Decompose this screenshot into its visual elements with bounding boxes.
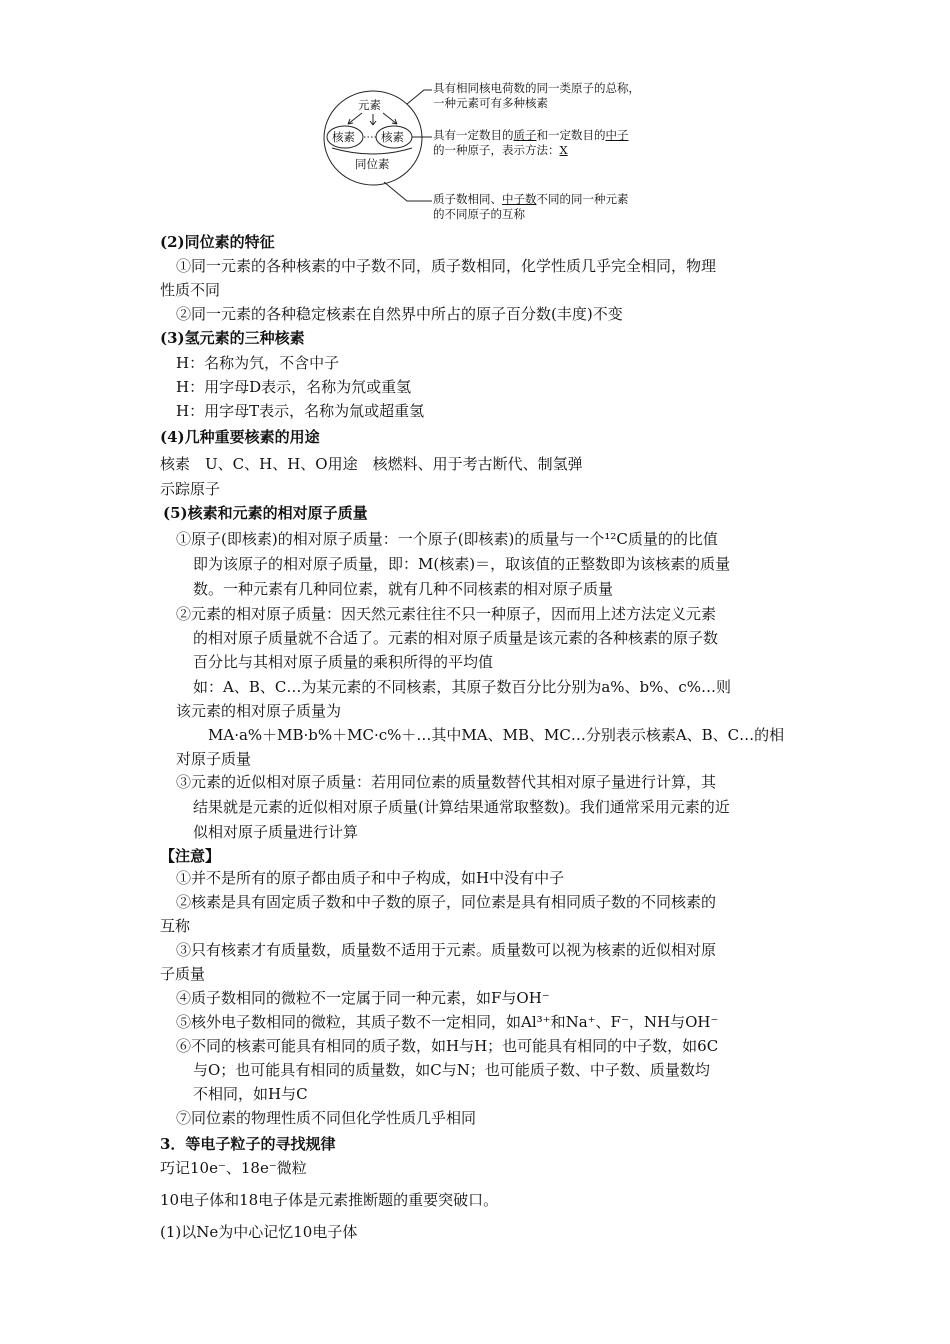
text-line: ③元素的近似相对原子质量：若用同位素的质量数替代其相对原子量进行计算，其 bbox=[176, 773, 717, 791]
text-line: 如：A、B、C…为某元素的不同核素，其原子数百分比分别为a%、b%、c%…则 bbox=[193, 678, 732, 696]
text-line: ②同一元素的各种稳定核素在自然界中所占的原子百分数(丰度)不变 bbox=[176, 305, 623, 323]
element-label: 元素 bbox=[358, 98, 381, 112]
note-nuclide-1b: 质子 bbox=[513, 128, 537, 142]
heading-relative-mass: (5)核素和元素的相对原子质量 bbox=[163, 504, 368, 522]
text-line: H：名称为氕，不含中子 bbox=[176, 354, 340, 372]
text-line: ④质子数相同的微粒不一定属于同一种元素，如F与OH⁻ bbox=[176, 989, 550, 1007]
leader-1 bbox=[407, 90, 432, 104]
text-line: 巧记10e⁻、18e⁻微粒 bbox=[160, 1159, 307, 1177]
note-element-1: 具有相同核电荷数的同一类原子的总称， bbox=[433, 81, 640, 95]
arrow-left bbox=[348, 113, 362, 124]
leader-3 bbox=[384, 182, 432, 201]
text-line: 百分比与其相对原子质量的乘积所得的平均值 bbox=[193, 653, 494, 671]
heading-nuclide-uses: (4)几种重要核素的用途 bbox=[160, 428, 320, 446]
note-nuclide-2a: 的一种原子，表示方法： bbox=[433, 143, 560, 157]
note-isotope-2: 的不同原子的互称 bbox=[433, 207, 525, 221]
note-nuclide-1c: 和一定数目的 bbox=[536, 128, 606, 142]
text-line: 性质不同 bbox=[160, 281, 221, 299]
text-line: ⑤核外电子数相同的微粒，其质子数不一定相同，如Al³⁺和Na⁺、F⁻，NH与OH⁻ bbox=[176, 1013, 719, 1031]
heading-isoelectronic: 3．等电子粒子的寻找规律 bbox=[160, 1135, 336, 1153]
text-line: 示踪原子 bbox=[160, 480, 221, 498]
text-line: ②核素是具有固定质子数和中子数的原子，同位素是具有相同质子数的不同核素的 bbox=[176, 893, 717, 911]
arrow-right bbox=[383, 113, 397, 124]
heading-hydrogen-nuclides: (3)氢元素的三种核素 bbox=[160, 329, 305, 347]
bracket-isotope bbox=[332, 148, 412, 154]
text-line: ⑥不同的核素可能具有相同的质子数，如H与H；也可能具有相同的中子数，如6C bbox=[176, 1037, 719, 1055]
note-isotope-1b: 中子数 bbox=[502, 192, 537, 206]
text-line: 数。一种元素有几种同位素，就有几种不同核素的相对原子质量 bbox=[193, 580, 614, 598]
note-element-2: 一种元素可有多种核素 bbox=[433, 96, 548, 110]
note-nuclide-2b: X bbox=[559, 143, 568, 157]
text-line: ①同一元素的各种核素的中子数不同，质子数相同，化学性质几乎完全相同，物理 bbox=[176, 257, 717, 275]
formula-line: MA·a%＋MB·b%＋MC·c%＋…其中MA、MB、MC…分别表示核素A、B、C…的相 bbox=[208, 726, 785, 744]
note-isotope-1a: 质子数相同、 bbox=[433, 192, 502, 206]
text-line: H：用字母D表示，名称为氘或重氢 bbox=[176, 378, 412, 396]
note-isotope-1c: 不同的同一种元素 bbox=[536, 192, 629, 206]
note-nuclide-1a: 具有一定数目的 bbox=[433, 128, 514, 142]
text-line: 子质量 bbox=[160, 965, 206, 983]
heading-notice: 【注意】 bbox=[160, 847, 221, 865]
nuclide-isotope-diagram bbox=[312, 78, 652, 228]
isotope-label: 同位素 bbox=[355, 157, 390, 171]
note-nuclide-1 bbox=[433, 128, 629, 143]
text-line: ②元素的相对原子质量：因天然元素往往不只一种原子，因而用上述方法定义元素 bbox=[176, 605, 717, 623]
text-line: 互称 bbox=[160, 917, 191, 935]
text-line: 与O；也可能具有相同的质量数，如C与N；也可能质子数、中子数、质量数均 bbox=[193, 1061, 710, 1079]
text-line: 10电子体和18电子体是元素推断题的重要突破口。 bbox=[160, 1191, 499, 1209]
note-nuclide-1d: 中子 bbox=[605, 128, 629, 142]
text-line: 核素 U、C、H、H、O用途 核燃料、用于考古断代、制氢弹 bbox=[160, 455, 583, 473]
note-isotope-1 bbox=[433, 192, 629, 207]
text-line: 的相对原子质量就不合适了。元素的相对原子质量是该元素的各种核素的原子数 bbox=[193, 629, 719, 647]
text-line: 对原子质量 bbox=[176, 750, 252, 768]
text-line: ①原子(即核素)的相对原子质量：一个原子(即核素)的质量与一个¹²C质量的的比值 bbox=[176, 530, 718, 548]
text-line: 似相对原子质量进行计算 bbox=[193, 823, 359, 841]
nuclide-label-left: 核素 bbox=[332, 130, 355, 144]
text-line: ③只有核素才有质量数，质量数不适用于元素。质量数可以视为核素的近似相对原 bbox=[176, 941, 717, 959]
text-line: 结果就是元素的近似相对原子质量(计算结果通常取整数)。我们通常采用元素的近 bbox=[193, 798, 730, 816]
text-line: H：用字母T表示，名称为氚或超重氢 bbox=[176, 402, 425, 420]
nuclide-label-right: 核素 bbox=[381, 130, 404, 144]
text-line: (1)以Ne为中心记忆10电子体 bbox=[160, 1223, 358, 1241]
heading-isotope-features: (2)同位素的特征 bbox=[160, 233, 275, 251]
note-nuclide-2 bbox=[433, 143, 568, 158]
text-line: 不相同，如H与C bbox=[193, 1085, 308, 1103]
text-line: 即为该原子的相对原子质量，即：M(核素)＝，取该值的正整数即为该核素的质量 bbox=[193, 555, 731, 573]
text-line: 该元素的相对原子质量为 bbox=[176, 702, 342, 720]
text-line: ①并不是所有的原子都由质子和中子构成，如H中没有中子 bbox=[176, 869, 565, 887]
text-line: ⑦同位素的物理性质不同但化学性质几乎相同 bbox=[176, 1109, 477, 1127]
